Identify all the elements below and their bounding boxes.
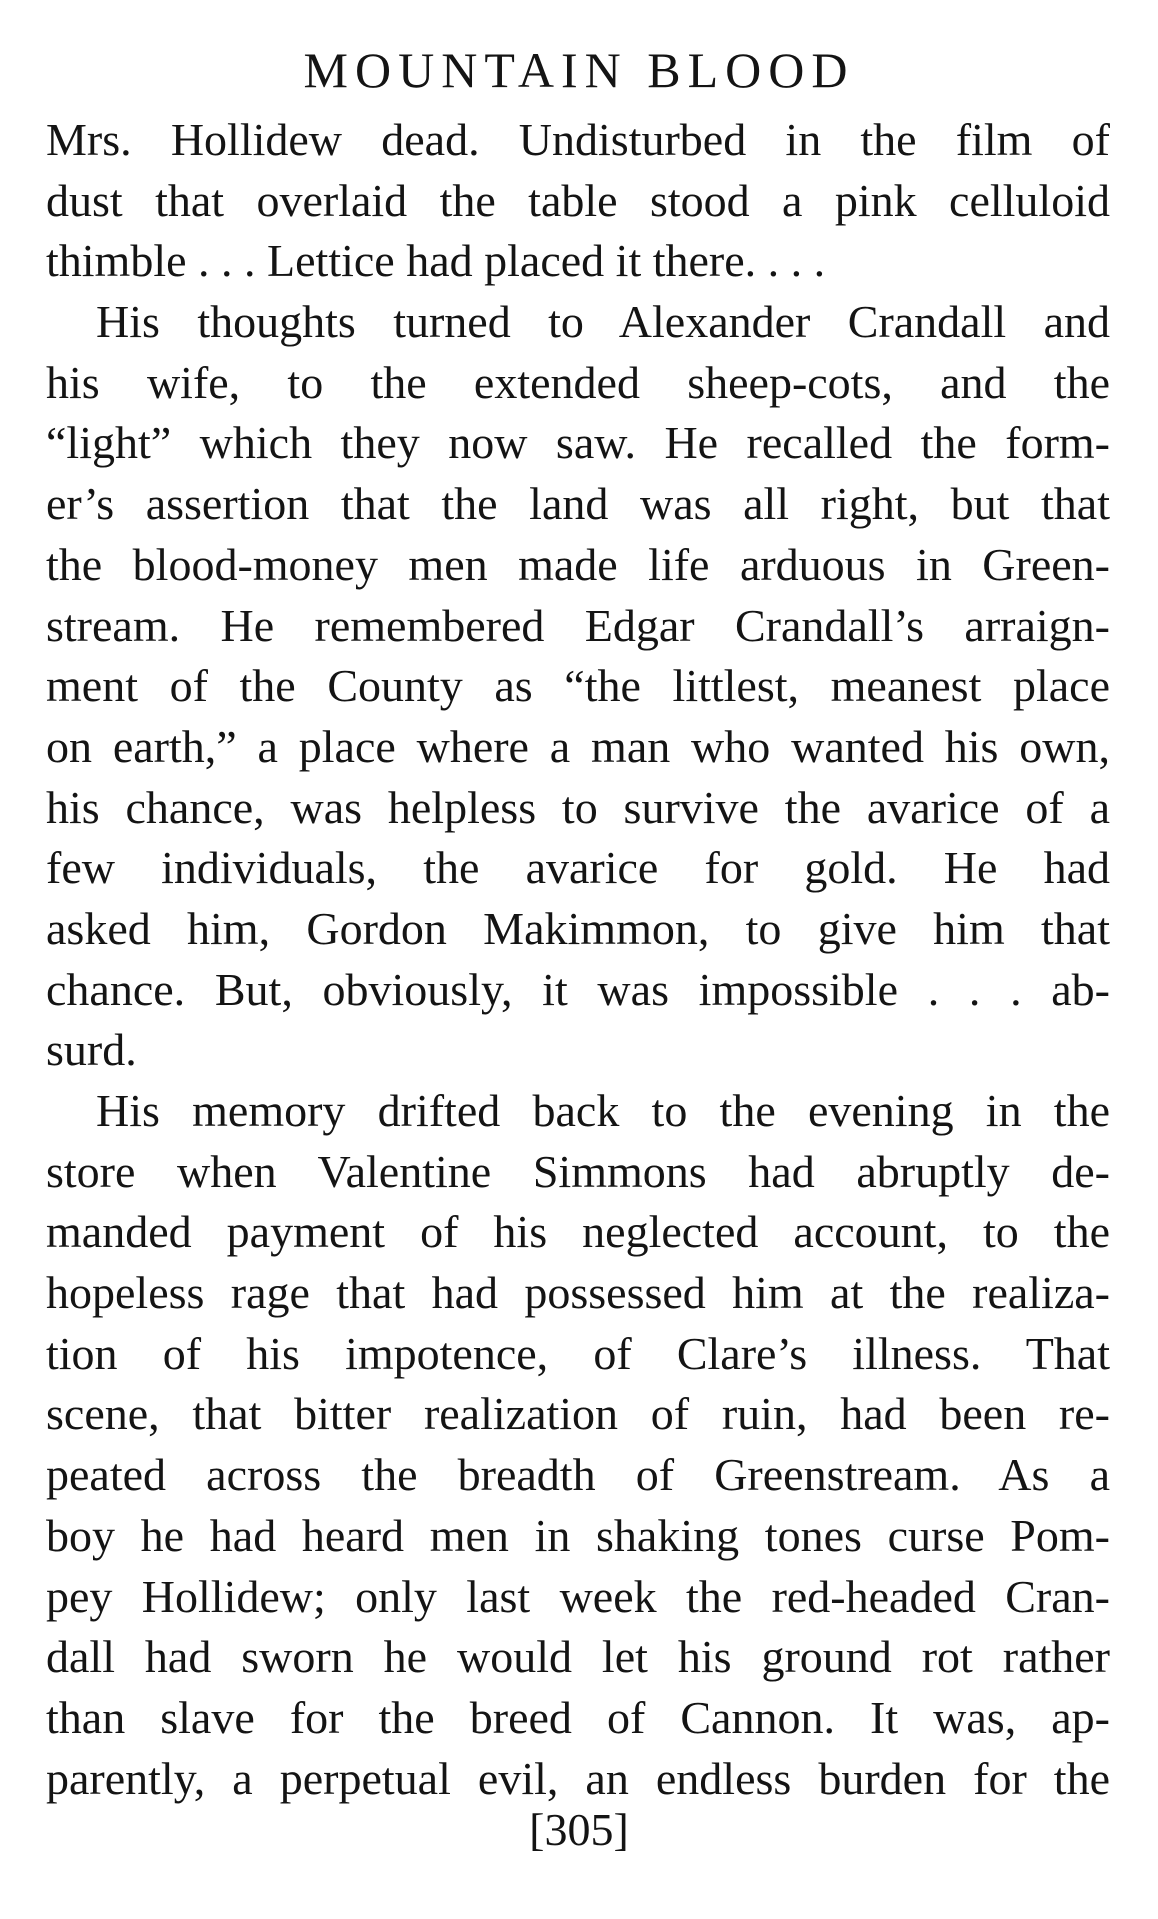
- page-number: [305]: [529, 1804, 629, 1855]
- text-line: dall had sworn he would let his ground rot rather: [46, 1631, 1110, 1683]
- text-line: manded payment of his neglected account, to the: [46, 1206, 1110, 1258]
- text-line: chance. But, obviously, it was impossible . . . ab-: [46, 963, 1110, 1015]
- text-line: peated across the breadth of Greenstream. As a: [46, 1449, 1110, 1501]
- text-line: tion of his impotence, of Clare’s illness. That: [46, 1327, 1110, 1379]
- text-line: asked him, Gordon Makimmon, to give him that: [46, 902, 1110, 954]
- text-line: on earth,” a place where a man who wanted his own,: [46, 720, 1110, 772]
- text-line: His thoughts turned to Alexander Crandall and: [96, 296, 1110, 348]
- text-line: parently, a perpetual evil, an endless burden for the: [46, 1752, 1110, 1804]
- text-line: stream. He remembered Edgar Crandall’s arraign-: [46, 599, 1110, 651]
- text-line: pey Hollidew; only last week the red-headed Cran-: [46, 1570, 1110, 1622]
- body-text: [46, 110, 1110, 1809]
- text-line: boy he had heard men in shaking tones curse Pom-: [46, 1509, 1110, 1561]
- text-line: than slave for the breed of Cannon. It was, ap-: [46, 1691, 1110, 1743]
- text-line: Mrs. Hollidew dead. Undisturbed in the film of: [46, 114, 1110, 165]
- text-line: his chance, was helpless to survive the avarice of a: [46, 781, 1110, 833]
- running-head: MOUNTAIN BLOOD: [303, 42, 855, 98]
- text-line: few individuals, the avarice for gold. He had: [46, 842, 1110, 894]
- text-line: his wife, to the extended sheep-cots, and the: [46, 356, 1110, 408]
- text-line: ment of the County as “the littlest, meanest place: [46, 660, 1110, 712]
- text-line: “light” which they now saw. He recalled the form-: [46, 417, 1110, 469]
- text-line: His memory drifted back to the evening in the: [96, 1085, 1110, 1136]
- text-line: surd.: [46, 1024, 137, 1076]
- text-line: the blood-money men made life arduous in Green-: [46, 538, 1110, 590]
- text-line: store when Valentine Simmons had abruptly de-: [46, 1145, 1110, 1197]
- text-line: dust that overlaid the table stood a pink celluloid: [46, 174, 1110, 226]
- text-line: scene, that bitter realization of ruin, had been re-: [46, 1388, 1110, 1440]
- text-line: hopeless rage that had possessed him at the realiza-: [46, 1267, 1110, 1319]
- text-line: er’s assertion that the land was all right, but that: [46, 478, 1110, 530]
- text-line: thimble . . . Lettice had placed it there. . . .: [46, 235, 826, 287]
